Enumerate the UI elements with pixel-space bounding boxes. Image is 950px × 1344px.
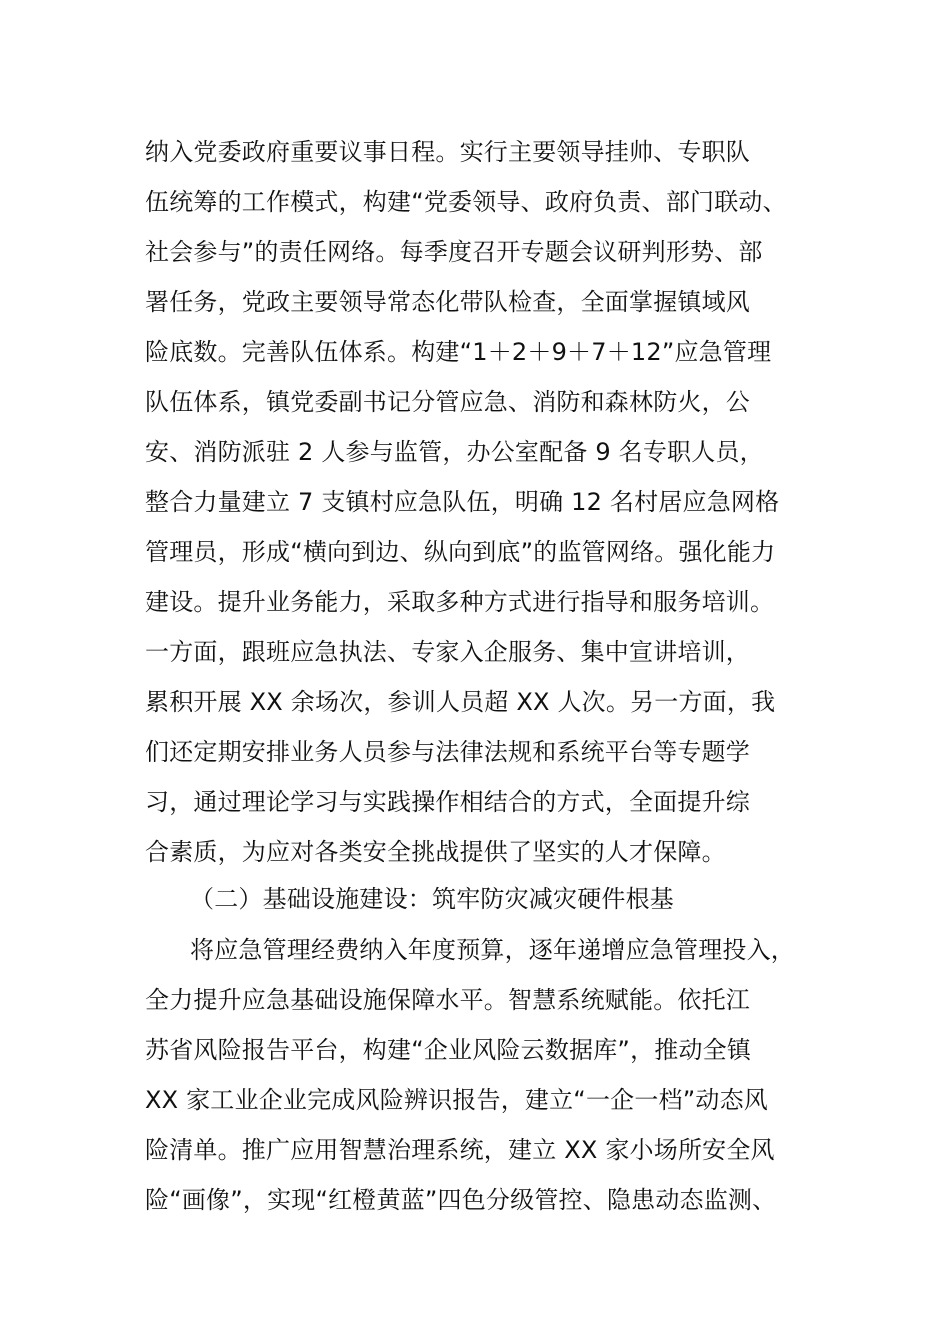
text-line: 苏省风险报告平台，构建“企业风险云数据库”，推动全镇 (145, 1036, 752, 1064)
text-line: 纳入党委政府重要议事日程。实行主要领导挂帅、专职队 (145, 138, 750, 166)
text-line: XX 家工业企业完成风险辨识报告，建立“一企一档”动态风 (145, 1086, 768, 1114)
text-line: 一方面，跟班应急执法、专家入企服务、集中宣讲培训， (145, 638, 750, 666)
text-line: 伍统筹的工作模式，构建“党委领导、政府负责、部门联动、 (145, 188, 787, 216)
section-heading: （二）基础设施建设：筑牢防灾减灾硬件根基 (190, 885, 674, 913)
text-line: 建设。提升业务能力，采取多种方式进行指导和服务培训。 (145, 588, 775, 616)
text-line: 安、消防派驻 2 人参与监管，办公室配备 9 名专职人员， (145, 438, 764, 466)
text-line: 全力提升应急基础设施保障水平。智慧系统赋能。依托江 (145, 986, 750, 1014)
text-line: 习，通过理论学习与实践操作相结合的方式，全面提升综 (145, 788, 750, 816)
text-line: 累积开展 XX 余场次，参训人员超 XX 人次。另一方面，我 (145, 688, 776, 716)
text-line: 合素质，为应对各类安全挑战提供了坚实的人才保障。 (145, 838, 726, 866)
text-line: 队伍体系，镇党委副书记分管应急、消防和森林防火，公 (145, 388, 750, 416)
text-line: 整合力量建立 7 支镇村应急队伍，明确 12 名村居应急网格 (145, 488, 780, 516)
text-line: 险底数。完善队伍体系。构建“1＋2＋9＋7＋12”应急管理 (145, 338, 772, 366)
text-line: 署任务，党政主要领导常态化带队检查，全面掌握镇域风 (145, 288, 750, 316)
text-line: 险“画像”，实现“红橙黄蓝”四色分级管控、隐患动态监测、 (145, 1186, 777, 1214)
text-line: 社会参与”的责任网络。每季度召开专题会议研判形势、部 (145, 238, 763, 266)
text-line: 们还定期安排业务人员参与法律法规和系统平台等专题学 (145, 738, 750, 766)
text-line: 管理员，形成“横向到边、纵向到底”的监管网络。强化能力 (145, 538, 776, 566)
text-line: 险清单。推广应用智慧治理系统，建立 XX 家小场所安全风 (145, 1136, 775, 1164)
text-line: 将应急管理经费纳入年度预算，逐年递增应急管理投入， (190, 936, 795, 964)
